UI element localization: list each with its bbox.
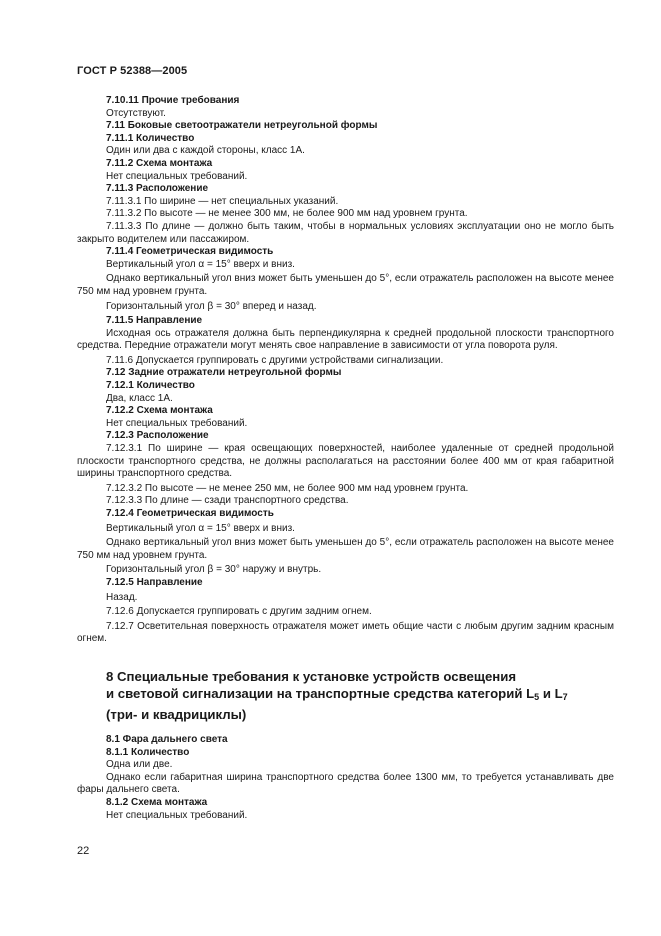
paragraph: Нет специальных требований. <box>106 809 248 821</box>
paragraph: 7.11.3.3 По длине — должно быть таким, чтобы в нормальных условиях эксплуатации оно не могло быть закрыто водителем или пассажиром. <box>77 220 614 245</box>
paragraph: 7.12.3.2 По высоте — не менее 250 мм, не более 900 мм над уровнем грунта. <box>106 482 469 494</box>
section-8-title-line-3: (три- и квадрициклы) <box>106 706 247 722</box>
subscript: 5 <box>534 691 540 702</box>
section-8-title-text: и L <box>539 685 563 701</box>
paragraph: Нет специальных требований. <box>106 170 248 182</box>
subsection-heading: 7.12.4 Геометрическая видимость <box>106 508 274 519</box>
page-number: 22 <box>77 845 90 857</box>
subsection-heading: 7.11.5 Направление <box>106 315 203 327</box>
paragraph: 7.11.3.1 По ширине — нет специальных указаний. <box>106 195 339 207</box>
subsection-heading: 8.1.1 Количество <box>106 746 190 758</box>
subsection-heading: 7.12.2 Схема монтажа <box>106 405 213 417</box>
subsection-heading: 7.12.5 Направление <box>106 576 203 588</box>
paragraph: Вертикальный угол α = 15° вверх и вниз. <box>106 258 295 270</box>
paragraph: Вертикальный угол α = 15° вверх и вниз. <box>106 522 295 534</box>
subsection-heading: 7.12.1 Количество <box>106 380 195 392</box>
paragraph: Назад. <box>106 591 138 603</box>
subsection-heading: 7.11.2 Схема монтажа <box>106 157 213 169</box>
subsection-heading: 7.11.4 Геометрическая видимость <box>106 246 274 258</box>
section-8-title-text: и световой сигнализации на транспортные средства категорий L <box>106 685 535 701</box>
subscript: 7 <box>562 691 568 702</box>
paragraph: Нет специальных требований. <box>106 417 248 429</box>
paragraph: Отсутствуют. <box>106 107 166 119</box>
subsection-heading: 8.1.2 Схема монтажа <box>106 796 208 808</box>
paragraph: Однако вертикальный угол вниз может быть уменьшен до 5°, если отражатель расположен на высоте менее 750 мм над уровнем грунта. <box>77 273 614 297</box>
subsection-heading: 7.11.3 Расположение <box>106 183 209 195</box>
paragraph: 7.11.6 Допускается группировать с другими устройствами сигнализации. <box>106 354 444 366</box>
paragraph: 7.12.7 Осветительная поверхность отражателя может иметь общие части с любым другим задним красным огнем. <box>77 620 614 645</box>
paragraph: Одна или две. <box>106 759 173 771</box>
subsection-heading: 7.12.3 Расположение <box>106 430 209 442</box>
section-heading: 8.1 Фара дальнего света <box>106 733 228 745</box>
document-code-header: ГОСТ Р 52388—2005 <box>77 65 188 77</box>
paragraph: 7.12.6 Допускается группировать с другим задним огнем. <box>106 606 372 618</box>
section-8-title-line-2 <box>106 685 614 706</box>
section-8-title-line-1: 8 Специальные требования к установке устройств освещения <box>106 668 517 684</box>
section-heading: 7.12 Задние отражатели нетреугольной формы <box>106 367 342 379</box>
document-body <box>77 95 614 822</box>
paragraph: 7.12.3.1 По ширине — края освещающих поверхностей, наиболее удаленные от средней продольной плоскости транспортного средства, не должны располагаться на расстоянии более 400 мм от края габаритной ширины транспортного средства. <box>77 443 614 480</box>
section-heading: 7.11 Боковые светоотражатели нетреугольной формы <box>106 120 378 132</box>
paragraph: Исходная ось отражателя должна быть перпендикулярна к средней продольной плоскости транспортного средства. Передние отражатели могут менять свое направление в зависимости от угла поворота руля. <box>77 327 614 352</box>
paragraph: Однако вертикальный угол вниз может быть уменьшен до 5°, если отражатель расположен на высоте менее 750 мм над уровнем грунта. <box>77 537 614 561</box>
paragraph: Горизонтальный угол β = 30° вперед и назад. <box>106 300 317 312</box>
paragraph: 7.11.3.2 По высоте — не менее 300 мм, не более 900 мм над уровнем грунта. <box>106 208 468 220</box>
section-8-title <box>106 668 614 723</box>
paragraph: Один или два с каждой стороны, класс 1А. <box>106 145 305 157</box>
subsection-heading: 7.11.1 Количество <box>106 132 195 144</box>
paragraph: Однако если габаритная ширина транспортного средства более 1300 мм, то требуется устанавливать две фары дальнего света. <box>77 771 614 796</box>
paragraph: Горизонтальный угол β = 30° наружу и внутрь. <box>106 564 322 576</box>
paragraph: 7.12.3.3 По длине — сзади транспортного средства. <box>106 495 349 507</box>
paragraph: Два, класс 1А. <box>106 392 173 404</box>
subsection-heading: 7.10.11 Прочие требования <box>106 95 240 106</box>
